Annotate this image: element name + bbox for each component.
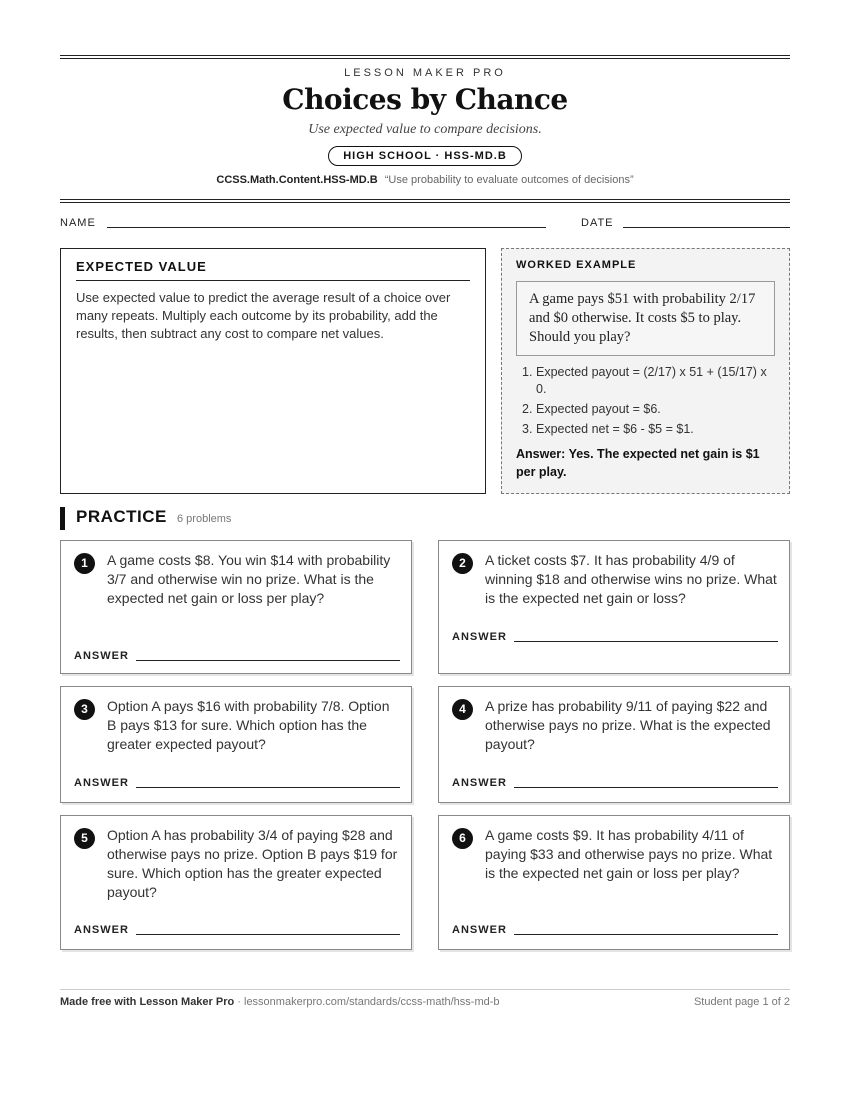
problem-text: A game costs $9. It has probability 4/11 of paying $33 and otherwise pays no prize. What is the expected net gain or loss per play? [485, 827, 773, 881]
date-label: DATE [581, 217, 614, 229]
worked-example-heading: WORKED EXAMPLE [516, 259, 637, 271]
grade-badge-wrap [60, 146, 790, 166]
answer-field-3[interactable] [136, 787, 400, 788]
problem-card-1 [60, 540, 412, 674]
worked-example-step [516, 364, 775, 398]
problem-card-4 [438, 686, 790, 803]
page-subtitle: Use expected value to compare decisions. [308, 122, 542, 137]
problem-number-badge: 5 [74, 828, 95, 849]
practice-count: 6 problems [177, 513, 232, 525]
worked-example-problem: A game pays $51 with probability 2/17 and $0 otherwise. It costs $5 to play. Should you play? [516, 281, 775, 356]
problem-text: A ticket costs $7. It has probability 4/9 of winning $18 and otherwise wins no prize. What is the expected net gain or loss? [485, 552, 777, 606]
problem-card-6 [438, 815, 790, 950]
answer-field-1[interactable] [136, 660, 400, 661]
step-number: 1. [522, 365, 533, 379]
page-title: Choices by Chance [282, 83, 568, 116]
name-field[interactable] [107, 227, 546, 228]
standard-line [60, 174, 790, 186]
worked-example-step [516, 421, 775, 438]
problem-number-badge: 2 [452, 553, 473, 574]
name-date-row [60, 217, 790, 231]
brand-name: LESSON MAKER PRO [344, 67, 506, 79]
problem-number-badge: 6 [452, 828, 473, 849]
problem-text: Option A has probability 3/4 of paying $28 and otherwise pays no prize. Option B pays $19 for sure. Which option has the greater expected payout? [107, 827, 398, 900]
answer-label: ANSWER [452, 777, 507, 789]
problem-card-3 [60, 686, 412, 803]
answer-label: ANSWER [452, 924, 507, 936]
header-top-rule [60, 55, 790, 59]
standard-code: CCSS.Math.Content.HSS-MD.B [216, 174, 378, 186]
answer-label: ANSWER [452, 631, 507, 643]
problem-text: A prize has probability 9/11 of paying $22 and otherwise pays no prize. What is the expected payout? [485, 698, 771, 752]
practice-accent-bar [60, 507, 65, 530]
footer-credit [60, 996, 500, 1008]
worked-example-answer: Answer: Yes. The expected net gain is $1 per play. [516, 447, 760, 479]
answer-label: ANSWER [74, 924, 129, 936]
problem-number-badge: 1 [74, 553, 95, 574]
answer-field-6[interactable] [514, 934, 778, 935]
header-bottom-rule [60, 199, 790, 203]
worksheet-page [60, 0, 790, 1100]
expected-value-box [60, 248, 486, 494]
answer-field-2[interactable] [514, 641, 778, 642]
step-text: Expected net = $6 - $5 = $1. [536, 422, 694, 436]
practice-heading: PRACTICE [76, 507, 167, 526]
standard-quote: “Use probability to evaluate outcomes of decisions” [384, 174, 634, 186]
answer-label: ANSWER [74, 777, 129, 789]
problem-number-badge: 3 [74, 699, 95, 720]
step-text: Expected payout = $6. [536, 402, 661, 416]
problem-text: A game costs $8. You win $14 with probability 3/7 and otherwise win no prize. What is the expected net gain or loss per play? [107, 552, 391, 606]
step-number: 2. [522, 402, 533, 416]
problem-number-badge: 4 [452, 699, 473, 720]
problem-card-5 [60, 815, 412, 950]
expected-value-heading: EXPECTED VALUE [76, 259, 470, 281]
problem-card-2 [438, 540, 790, 674]
date-field[interactable] [623, 227, 790, 228]
footer-made-with: Made free with Lesson Maker Pro [60, 996, 235, 1008]
footer-page-number: Student page 1 of 2 [693, 996, 790, 1008]
answer-field-4[interactable] [514, 787, 778, 788]
worked-example-box [501, 248, 790, 494]
problem-text: Option A pays $16 with probability 7/8. Option B pays $13 for sure. Which option has the greater expected payout? [107, 698, 390, 752]
worked-example-steps [516, 364, 775, 438]
worked-example-step [516, 401, 775, 418]
footer-url[interactable]: · lessonmakerpro.com/standards/ccss-math/hss-md-b [234, 996, 500, 1008]
grade-badge: HIGH SCHOOL · HSS-MD.B [328, 146, 522, 166]
footer-rule [60, 989, 790, 990]
answer-field-5[interactable] [136, 934, 400, 935]
expected-value-text: Use expected value to predict the average result of a choice over many repeats. Multiply each outcome by its probability, add the results, then subtract any cost to compare net values. [76, 290, 451, 341]
step-text: Expected payout = (2/17) x 51 + (15/17) x 0. [536, 365, 767, 396]
answer-label: ANSWER [74, 650, 129, 662]
step-number: 3. [522, 422, 533, 436]
name-label: NAME [60, 217, 96, 229]
